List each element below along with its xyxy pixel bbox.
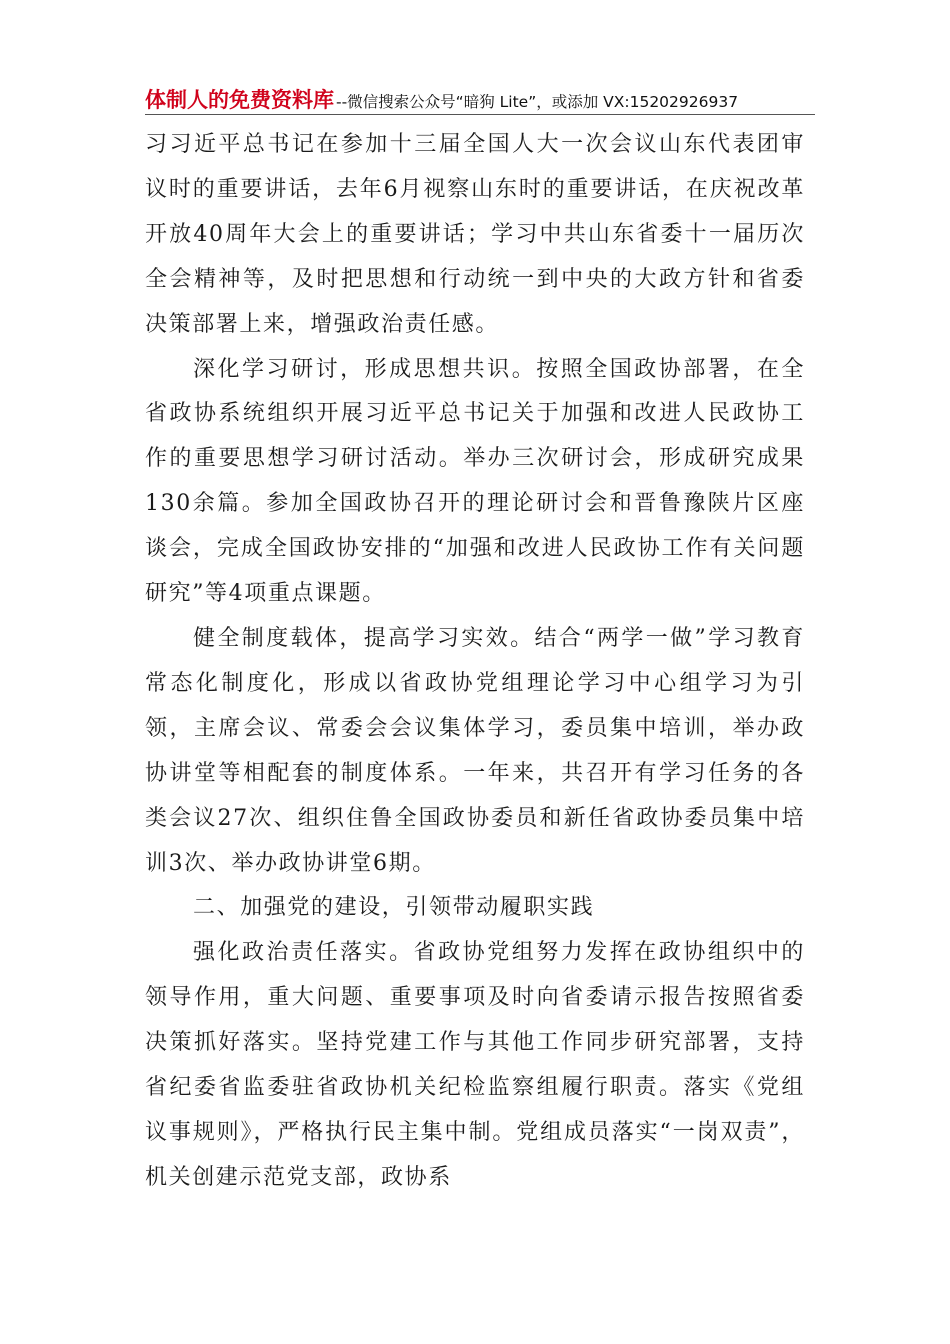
document-body	[145, 123, 805, 1201]
paragraph-political-responsibility: 强化政治责任落实。省政协党组努力发挥在政协组织中的领导作用，重大问题、重要事项及时向省委请示报告按照省委决策抓好落实。坚持党建工作与其他工作同步研究部署，支持省纪委省监委驻省政协机关纪检监察组履行职责。落实《党组议事规则》，严格执行民主集中制。党组成员落实“一岗双责”，机关创建示范党支部，政协系	[145, 940, 805, 1190]
paragraph-continuation: 习习近平总书记在参加十三届全国人大一次会议山东代表团审议时的重要讲话，去年6月视察山东时的重要讲话，在庆祝改革开放40周年大会上的重要讲话；学习中共山东省委十一届历次全会精神等，及时把思想和行动统一到中央的大政方针和省委决策部署上来，增强政治责任感。	[145, 132, 805, 337]
header-brand: 体制人的免费资料库	[145, 88, 334, 112]
header-note: --微信搜索公众号“暗狗 Lite”，或添加 VX:15202926937	[336, 93, 739, 111]
section-heading: 二、加强党的建设，引领带动履职实践	[193, 895, 595, 921]
watermark-header	[145, 84, 815, 115]
paragraph-system-carrier: 健全制度载体，提高学习实效。结合“两学一做”学习教育常态化制度化，形成以省政协党组理论学习中心组学习为引领，主席会议、常委会会议集体学习，委员集中培训，举办政协讲堂等相配套的制度体系。一年来，共召开有学习任务的各类会议27次、组织住鲁全国政协委员和新任省政协委员集中培训3次、举办政协讲堂6期。	[145, 625, 805, 876]
paragraph-study-discussion: 深化学习研讨，形成思想共识。按照全国政协部署，在全省政协系统组织开展习近平总书记关于加强和改进人民政协工作的重要思想学习研讨活动。举办三次研讨会，形成研究成果130余篇。参加全国政协召开的理论研讨会和晋鲁豫陕片区座谈会，完成全国政协安排的“加强和改进人民政协工作有关问题研究”等4项重点课题。	[145, 356, 805, 607]
